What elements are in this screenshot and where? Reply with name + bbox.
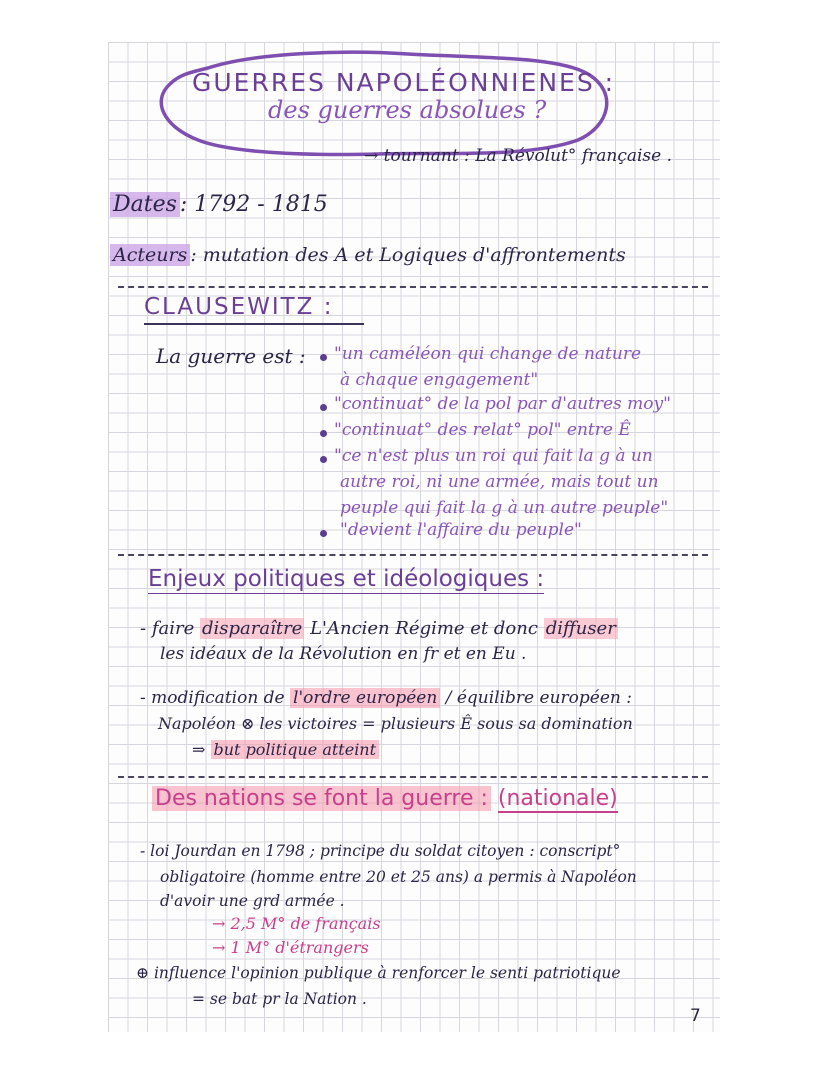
enjeux-p2-b: l'ordre européen <box>290 688 440 708</box>
nations-line-3: d'avoir une grd armée . <box>160 892 345 910</box>
quote-bullet-3 <box>320 430 327 437</box>
nations-sub-1: → 2,5 M° de français <box>212 914 381 933</box>
quote-2-line-1: "continuat° de la pol par d'autres moy" <box>334 394 671 414</box>
title-main: GUERRES NAPOLÉONNIENES : <box>192 68 616 97</box>
separator-3 <box>118 776 708 778</box>
enjeux-p1-w1: faire <box>151 618 195 639</box>
separator-1 <box>118 286 708 288</box>
enjeux-p2-goal: but politique atteint <box>211 740 380 759</box>
separator-2 <box>118 554 708 556</box>
enjeux-p2-a: - modification de <box>140 688 285 708</box>
enjeux-heading: Enjeux politiques et idéologiques : <box>148 566 545 592</box>
enjeux-p1-w3: L'Ancien Régime et donc <box>310 618 538 639</box>
nations-heading-a: Des nations se font la guerre : <box>152 786 491 811</box>
acteurs-label: Acteurs <box>110 244 190 266</box>
enjeux-p1-dash: - <box>140 618 147 639</box>
dates-value: : 1792 - 1815 <box>179 192 328 217</box>
acteurs-value: : mutation des A et Logiques d'affrontements <box>190 244 626 266</box>
nations-sub-2: → 1 M° d'étrangers <box>212 938 369 957</box>
quote-bullet-2 <box>320 404 327 411</box>
title-sub: des guerres absolues ? <box>268 96 547 124</box>
clausewitz-heading: CLAUSEWITZ : <box>144 296 364 325</box>
quote-bullet-1 <box>320 354 327 361</box>
nations-line-2: obligatoire (homme entre 20 et 25 ans) a permis à Napoléon <box>160 868 637 886</box>
enjeux-p2-line-3 <box>192 742 379 758</box>
plus-icon: ⊕ <box>136 964 149 982</box>
clausewitz-intro: La guerre est : <box>156 344 306 368</box>
quote-3-line-1: "continuat° des relat° pol" entre Ê <box>334 420 631 440</box>
quote-1-line-2: à chaque engagement" <box>340 370 539 390</box>
nations-line-4 <box>136 966 621 982</box>
enjeux-p2-line-2: Napoléon ⊗ les victoires = plusieurs Ê sous sa domination <box>158 714 633 733</box>
acteurs-line <box>110 246 626 265</box>
enjeux-p2-line-1 <box>140 690 632 707</box>
quote-bullet-4 <box>320 456 327 463</box>
nations-line-5: = se bat pr la Nation . <box>192 990 367 1008</box>
dates-line <box>110 194 328 216</box>
nations-heading-b: (nationale) <box>497 786 618 811</box>
quote-1-line-1: "un caméléon qui change de nature <box>334 344 642 364</box>
enjeux-p1-line-2: les idéaux de la Révolution en fr et en Eu . <box>160 644 527 664</box>
nations-line-1: - loi Jourdan en 1798 ; principe du soldat citoyen : conscript° <box>140 842 621 860</box>
nations-heading <box>152 788 618 810</box>
enjeux-p2-c: / équilibre européen : <box>445 688 632 708</box>
page-number: 7 <box>690 1006 701 1026</box>
notebook-page <box>108 42 720 1032</box>
quote-bullet-5 <box>320 530 327 537</box>
nations-line-4-text: influence l'opinion publique à renforcer le senti patriotique <box>153 964 621 982</box>
enjeux-p2-arrow: ⇒ <box>192 740 206 759</box>
enjeux-p1-w4: diffuser <box>545 618 616 639</box>
enjeux-p1-w2: disparaître <box>201 618 303 639</box>
quote-4-line-2: autre roi, ni une armée, mais tout un <box>340 472 659 492</box>
turning-point: → tournant : La Révolut° française . <box>364 146 673 166</box>
enjeux-p1-line-1 <box>140 620 618 638</box>
quote-5-line-1: "devient l'affaire du peuple" <box>340 520 582 540</box>
dates-label: Dates <box>110 192 180 217</box>
quote-4-line-3: peuple qui fait la g à un autre peuple" <box>340 498 669 518</box>
quote-4-line-1: "ce n'est plus un roi qui fait la g à un <box>334 446 653 466</box>
